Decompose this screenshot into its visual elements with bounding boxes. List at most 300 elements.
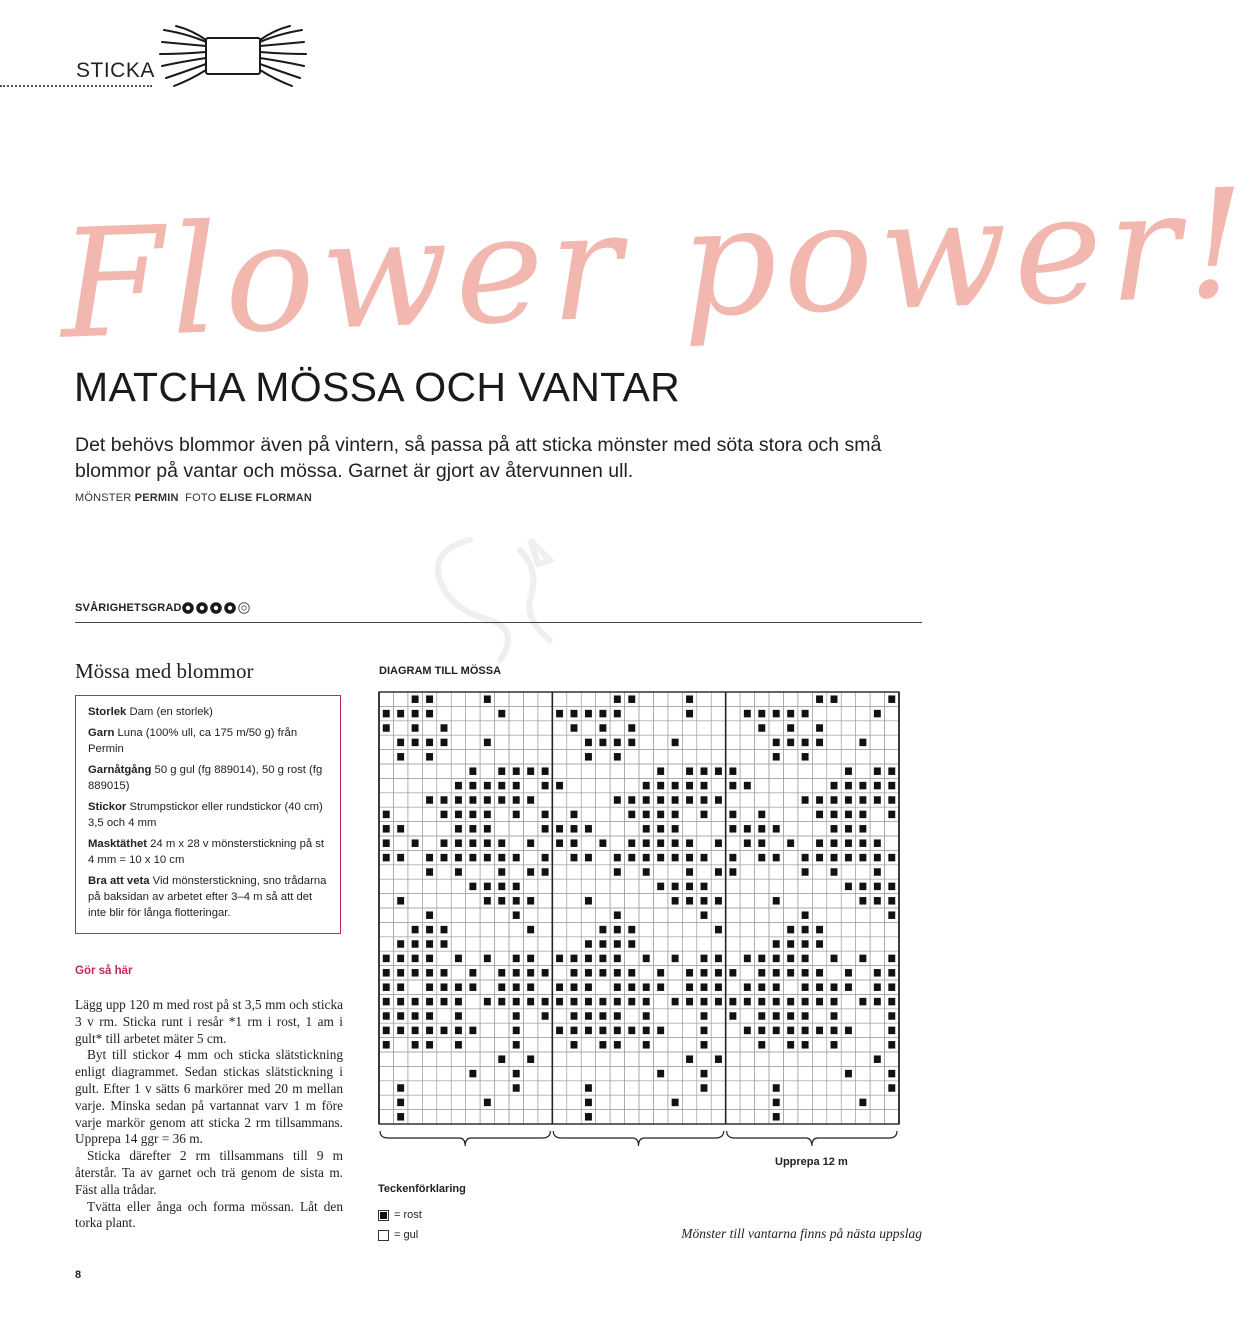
stitch-rost [614, 710, 621, 717]
stitch-rost [571, 839, 578, 846]
stitch-rost [787, 839, 794, 846]
stitch-rost [397, 739, 404, 746]
stitch-rost [686, 868, 693, 875]
stitch-rost [412, 998, 419, 1005]
stitch-rost [527, 926, 534, 933]
stitch-rost [657, 811, 664, 818]
stitch-rost [888, 1012, 895, 1019]
stitch-rost [527, 868, 534, 875]
stitch-rost [484, 695, 491, 702]
stitch-rost [614, 955, 621, 962]
stitch-rost [773, 955, 780, 962]
stitch-rost [614, 753, 621, 760]
stitch-rost [585, 753, 592, 760]
fact-item [88, 704, 330, 720]
stitch-rost [412, 1012, 419, 1019]
stitch-rost [484, 825, 491, 832]
stitch-rost [585, 825, 592, 832]
stitch-rost [729, 969, 736, 976]
stitch-rost [469, 1027, 476, 1034]
stitch-rost [845, 883, 852, 890]
stitch-rost [672, 883, 679, 890]
stitch-rost [859, 796, 866, 803]
stitch-rost [455, 825, 462, 832]
stitch-rost [455, 1012, 462, 1019]
stitch-rost [412, 724, 419, 731]
stitch-rost [701, 969, 708, 976]
stitch-rost [455, 839, 462, 846]
stitch-rost [628, 998, 635, 1005]
stitch-rost [802, 911, 809, 918]
stitch-rost [412, 1027, 419, 1034]
stitch-rost [888, 782, 895, 789]
stitch-rost [441, 854, 448, 861]
fact-item [88, 873, 330, 921]
stitch-rost [585, 983, 592, 990]
stitch-rost [397, 998, 404, 1005]
stitch-rost [542, 854, 549, 861]
stitch-rost [773, 998, 780, 1005]
credits [75, 492, 312, 504]
stitch-rost [513, 1012, 520, 1019]
stitch-rost [484, 796, 491, 803]
stitch-rost [859, 811, 866, 818]
stitch-rost [513, 883, 520, 890]
stitch-rost [599, 710, 606, 717]
stitch-rost [701, 998, 708, 1005]
stitch-rost [426, 753, 433, 760]
stitch-rost [874, 710, 881, 717]
instruction-paragraph: Tvätta eller ånga och forma mössan. Låt den torka plant. [75, 1198, 343, 1231]
stitch-rost [859, 883, 866, 890]
stitch-rost [874, 854, 881, 861]
stitch-rost [831, 854, 838, 861]
stitch-rost [715, 796, 722, 803]
fact-label: Stickor [88, 801, 127, 813]
stitch-rost [845, 1027, 852, 1034]
stitch-rost [469, 782, 476, 789]
stitch-rost [758, 983, 765, 990]
stitch-rost [773, 1099, 780, 1106]
stitch-rost [571, 1012, 578, 1019]
stitch-rost [888, 969, 895, 976]
stitch-rost [441, 998, 448, 1005]
stitch-rost [773, 969, 780, 976]
stitch-rost [484, 854, 491, 861]
stitch-rost [845, 782, 852, 789]
stitch-rost [513, 782, 520, 789]
stitch-rost [729, 1012, 736, 1019]
stitch-rost [585, 955, 592, 962]
difficulty-dot-filled [225, 603, 236, 614]
stitch-rost [773, 753, 780, 760]
stitch-rost [701, 1084, 708, 1091]
stitch-rost [571, 955, 578, 962]
stitch-rost [426, 695, 433, 702]
stitch-rost [787, 739, 794, 746]
stitch-rost [556, 839, 563, 846]
stitch-rost [816, 724, 823, 731]
stitch-rost [441, 940, 448, 947]
stitch-rost [513, 1070, 520, 1077]
facts-box [75, 695, 341, 934]
stitch-rost [816, 695, 823, 702]
stitch-rost [513, 796, 520, 803]
stitch-rost [888, 796, 895, 803]
stitch-rost [628, 796, 635, 803]
stitch-rost [599, 1041, 606, 1048]
stitch-rost [628, 695, 635, 702]
stitch-rost [802, 710, 809, 717]
stitch-rost [527, 767, 534, 774]
stitch-rost [874, 897, 881, 904]
stitch-rost [455, 868, 462, 875]
stitch-rost [888, 897, 895, 904]
stitch-rost [672, 854, 679, 861]
stitch-rost [686, 854, 693, 861]
stitch-rost [773, 825, 780, 832]
stitch-rost [628, 1027, 635, 1034]
stitch-rost [758, 1012, 765, 1019]
stitch-rost [802, 1041, 809, 1048]
repeat-brace [380, 1131, 550, 1146]
stitch-rost [773, 1027, 780, 1034]
fact-label: Garnåtgång [88, 764, 152, 776]
stitch-rost [773, 897, 780, 904]
stitch-rost [859, 825, 866, 832]
stitch-rost [441, 839, 448, 846]
stitch-rost [672, 825, 679, 832]
stitch-rost [441, 969, 448, 976]
stitch-rost [686, 767, 693, 774]
stitch-rost [484, 998, 491, 1005]
stitch-rost [556, 955, 563, 962]
stitch-rost [599, 926, 606, 933]
stitch-rost [758, 724, 765, 731]
stitch-rost [787, 940, 794, 947]
stitch-rost [426, 998, 433, 1005]
stitch-rost [845, 1070, 852, 1077]
stitch-rost [426, 940, 433, 947]
stitch-rost [585, 1113, 592, 1120]
stitch-rost [715, 839, 722, 846]
stitch-rost [802, 983, 809, 990]
stitch-rost [484, 839, 491, 846]
stitch-rost [701, 854, 708, 861]
stitch-rost [672, 897, 679, 904]
stitch-rost [455, 983, 462, 990]
fact-label: Garn [88, 727, 115, 739]
section-label: STICKA [76, 59, 155, 82]
diagram-title: DIAGRAM TILL MÖSSA [379, 665, 502, 677]
watermark-logo [410, 530, 590, 670]
stitch-rost [585, 1012, 592, 1019]
stitch-rost [701, 1027, 708, 1034]
stitch-rost [701, 983, 708, 990]
stitch-rost [469, 969, 476, 976]
stitch-rost [426, 955, 433, 962]
legend-gul-label: = gul [394, 1229, 419, 1241]
legend-rost-label: = rost [394, 1209, 422, 1221]
stitch-rost [628, 854, 635, 861]
stitch-rost [816, 811, 823, 818]
stitch-rost [657, 796, 664, 803]
stitch-rost [831, 983, 838, 990]
stitch-rost [628, 940, 635, 947]
credit-photo-by: ELISE FLORMAN [219, 492, 313, 504]
stitch-rost [527, 983, 534, 990]
stitch-rost [686, 983, 693, 990]
fact-label: Masktäthet [88, 838, 148, 850]
stitch-rost [715, 983, 722, 990]
stitch-rost [426, 1012, 433, 1019]
stitch-rost [888, 983, 895, 990]
stitch-rost [831, 998, 838, 1005]
stitch-rost [571, 825, 578, 832]
stitch-rost [513, 911, 520, 918]
legend-title: Teckenförklaring [378, 1183, 466, 1195]
stitch-rost [874, 839, 881, 846]
stitch-rost [701, 796, 708, 803]
stitch-rost [527, 897, 534, 904]
stitch-rost [657, 1070, 664, 1077]
instruction-paragraph: Sticka därefter 2 rm tillsammans till 9 m återstår. Ta av garnet och trä genom de sista m. Fäst alla trådar. [75, 1148, 343, 1197]
stitch-rost [802, 969, 809, 976]
stitch-rost [383, 710, 390, 717]
stitch-rost [397, 955, 404, 962]
stitch-rost [657, 782, 664, 789]
stitch-rost [498, 969, 505, 976]
stitch-rost [643, 868, 650, 875]
stitch-rost [686, 839, 693, 846]
stitch-rost [426, 1041, 433, 1048]
stitch-rost [816, 926, 823, 933]
stitch-rost [802, 1027, 809, 1034]
stitch-rost [542, 1012, 549, 1019]
stitch-rost [599, 998, 606, 1005]
stitch-rost [787, 926, 794, 933]
stitch-rost [498, 854, 505, 861]
stitch-rost [744, 1027, 751, 1034]
stitch-rost [542, 782, 549, 789]
stitch-rost [397, 753, 404, 760]
stitch-rost [802, 955, 809, 962]
stitch-rost [614, 1012, 621, 1019]
stitch-rost [657, 969, 664, 976]
stitch-rost [831, 811, 838, 818]
stitch-rost [527, 998, 534, 1005]
stitch-rost [628, 811, 635, 818]
stitch-rost [787, 1012, 794, 1019]
stitch-rost [484, 782, 491, 789]
stitch-rost [773, 1113, 780, 1120]
stitch-rost [686, 998, 693, 1005]
section-divider [0, 85, 152, 87]
stitch-rost [888, 811, 895, 818]
stitch-rost [527, 969, 534, 976]
stitch-rost [874, 868, 881, 875]
stitch-rost [426, 911, 433, 918]
intro-text: Det behövs blommor även på vintern, så passa på att sticka mönster med söta stora och små blommor på vantar och mössa. Garnet är gjort av återvunnen ull. [75, 434, 882, 482]
instruction-paragraph: Byt till stickor 4 mm och sticka slätstickning enligt diagrammet. Sedan stickas slätstickning i gult. Efter 1 v sätts 6 markörer med 20 m mellan varje. Minska sedan på vartannat varv 1 m före varje markör genom att sticka 2 rm tillsammans. Upprepa 14 ggr = 36 m. [75, 1047, 343, 1147]
stitch-rost [773, 854, 780, 861]
stitch-rost [729, 998, 736, 1005]
stitch-rost [585, 998, 592, 1005]
instructions-text [75, 997, 343, 1232]
stitch-rost [527, 955, 534, 962]
stitch-rost [628, 983, 635, 990]
stitch-rost [888, 1041, 895, 1048]
stitch-rost [498, 868, 505, 875]
stitch-rost [643, 839, 650, 846]
stitch-rost [571, 724, 578, 731]
stitch-rost [657, 839, 664, 846]
stitch-rost [874, 796, 881, 803]
stitch-rost [455, 854, 462, 861]
stitch-rost [643, 998, 650, 1005]
stitch-rost [585, 897, 592, 904]
stitch-rost [758, 710, 765, 717]
stitch-rost [758, 811, 765, 818]
stitch-rost [412, 955, 419, 962]
stitch-rost [729, 868, 736, 875]
stitch-rost [571, 1027, 578, 1034]
stitch-rost [426, 868, 433, 875]
stitch-rost [701, 767, 708, 774]
stitch-rost [701, 955, 708, 962]
stitch-rost [715, 1055, 722, 1062]
pattern-subtitle: Mössa med blommor [75, 659, 254, 683]
stitch-rost [686, 969, 693, 976]
fact-text: Dam (en storlek) [126, 706, 213, 718]
stitch-rost [758, 839, 765, 846]
repeat-label: Upprepa 12 m [775, 1156, 848, 1168]
stitch-rost [744, 839, 751, 846]
stitch-rost [441, 724, 448, 731]
stitch-rost [397, 854, 404, 861]
stitch-rost [383, 811, 390, 818]
stitch-rost [469, 811, 476, 818]
stitch-rost [744, 998, 751, 1005]
stitch-rost [816, 998, 823, 1005]
stitch-rost [643, 796, 650, 803]
stitch-rost [571, 854, 578, 861]
stitch-rost [643, 955, 650, 962]
stitch-rost [599, 839, 606, 846]
stitch-rost [701, 1012, 708, 1019]
stitch-rost [513, 998, 520, 1005]
stitch-rost [614, 695, 621, 702]
stitch-rost [469, 839, 476, 846]
stitch-rost [599, 940, 606, 947]
stitch-rost [397, 710, 404, 717]
stitch-rost [383, 1012, 390, 1019]
stitch-rost [874, 998, 881, 1005]
stitch-rost [469, 854, 476, 861]
stitch-rost [397, 969, 404, 976]
stitch-rost [643, 1041, 650, 1048]
stitch-rost [787, 998, 794, 1005]
stitch-rost [715, 969, 722, 976]
stitch-rost [657, 854, 664, 861]
stitch-rost [888, 955, 895, 962]
stitch-rost [542, 825, 549, 832]
stitch-rost [513, 1041, 520, 1048]
stitch-rost [874, 767, 881, 774]
stitch-rost [383, 955, 390, 962]
script-title: Flower power! [57, 157, 1255, 373]
stitch-rost [802, 1012, 809, 1019]
stitch-rost [571, 811, 578, 818]
stitch-rost [498, 710, 505, 717]
stitch-rost [571, 983, 578, 990]
stitch-rost [643, 983, 650, 990]
stitch-rost [845, 839, 852, 846]
stitch-rost [614, 926, 621, 933]
stitch-rost [614, 911, 621, 918]
fact-item [88, 762, 330, 794]
stitch-rost [831, 1041, 838, 1048]
stitch-rost [888, 1084, 895, 1091]
stitch-rost [802, 926, 809, 933]
stitch-rost [657, 883, 664, 890]
stitch-rost [397, 897, 404, 904]
fact-item [88, 799, 330, 831]
stitch-rost [802, 796, 809, 803]
stitch-rost [542, 969, 549, 976]
stitch-rost [599, 739, 606, 746]
stitch-rost [686, 710, 693, 717]
stitch-rost [773, 1084, 780, 1091]
stitch-rost [816, 839, 823, 846]
yarn-skein-icon [158, 24, 308, 90]
stitch-rost [888, 911, 895, 918]
stitch-rost [859, 739, 866, 746]
stitch-rost [715, 767, 722, 774]
stitch-rost [513, 897, 520, 904]
fact-label: Storlek [88, 706, 127, 718]
stitch-rost [643, 825, 650, 832]
stitch-rost [498, 767, 505, 774]
stitch-rost [816, 1027, 823, 1034]
stitch-rost [412, 926, 419, 933]
stitch-rost [542, 811, 549, 818]
stitch-rost [455, 811, 462, 818]
fact-item [88, 725, 330, 757]
stitch-rost [686, 897, 693, 904]
stitch-rost [455, 782, 462, 789]
stitch-rost [787, 724, 794, 731]
stitch-rost [744, 710, 751, 717]
stitch-rost [888, 998, 895, 1005]
stitch-rost [802, 739, 809, 746]
stitch-rost [498, 782, 505, 789]
stitch-rost [412, 969, 419, 976]
stitch-rost [426, 739, 433, 746]
stitch-rost [628, 724, 635, 731]
stitch-rost [426, 983, 433, 990]
stitch-rost [816, 854, 823, 861]
stitch-rost [426, 854, 433, 861]
fact-text: 24 m x 28 v mönsterstickning på st 4 mm = 10 x 10 cm [88, 838, 325, 866]
stitch-rost [571, 710, 578, 717]
stitch-rost [888, 767, 895, 774]
stitch-rost [744, 825, 751, 832]
stitch-rost [513, 1027, 520, 1034]
stitch-rost [556, 998, 563, 1005]
stitch-rost [729, 811, 736, 818]
stitch-rost [831, 796, 838, 803]
